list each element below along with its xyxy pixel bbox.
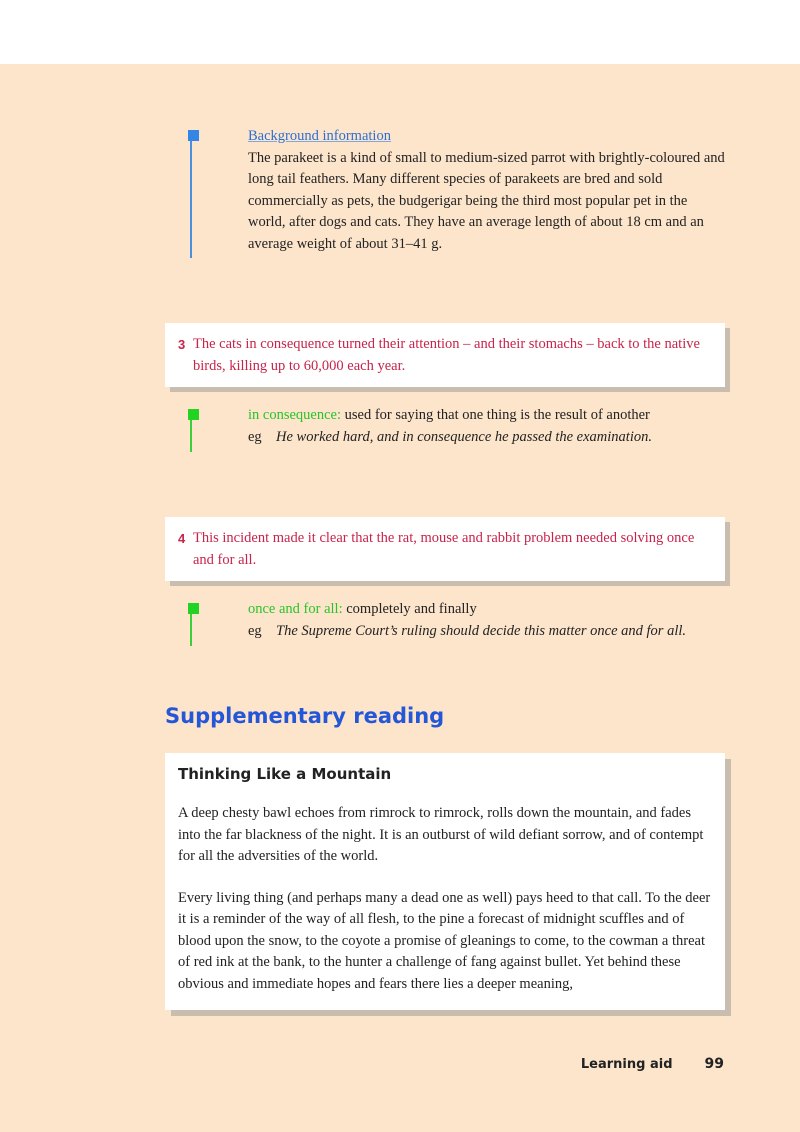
vocab-term: once and for all:	[248, 601, 343, 617]
square-marker-icon	[188, 409, 199, 420]
square-marker-icon	[188, 130, 199, 141]
quote-number: 3	[178, 337, 186, 352]
eg-label: eg	[248, 622, 262, 639]
quote-box-3	[165, 323, 725, 387]
quote-box-4	[165, 517, 725, 581]
vocab-example: He worked hard, and in consequence he passed the examination.	[276, 428, 652, 445]
vocab-definition: used for saying that one thing is the result of another	[341, 407, 650, 423]
vocab-text	[248, 599, 748, 642]
vocab-definition: completely and finally	[342, 601, 477, 617]
note-bar	[190, 130, 192, 258]
reading-title: Thinking Like a Mountain	[178, 765, 392, 783]
reading-box	[165, 753, 725, 1010]
supplementary-heading: Supplementary reading	[165, 704, 445, 728]
background-info-text	[248, 126, 728, 255]
vocab-example: The Supreme Court’s ruling should decide this matter once and for all.	[276, 622, 687, 639]
quote-text: The cats in consequence turned their attention – and their stomachs – back to the native birds, killing up to 60,000 each year.	[193, 336, 700, 374]
page-footer	[581, 1056, 724, 1072]
footer-section-label: Learning aid	[580, 1057, 673, 1072]
background-info-title[interactable]: Background information	[248, 128, 391, 144]
reading-paragraph: Every living thing (and perhaps many a dead one as well) pays heed to that call. To the deer it is a reminder of the way of all flesh, to the pine a forecast of midnight scuffles and of blood upon the snow, to the coyote a promise of gleanings to come, to the cowman a threat of red ink at the bank, to the hunter a challenge of fang against bullet. Yet behind these obvious and immediate hopes and fears there lies a deeper meaning,	[178, 889, 711, 992]
vocab-text	[248, 405, 748, 448]
page-number: 99	[704, 1056, 724, 1072]
eg-label: eg	[248, 428, 262, 445]
vocab-term: in consequence:	[248, 407, 342, 423]
quote-number: 4	[178, 531, 186, 546]
background-info-body: The parakeet is a kind of small to medium-sized parrot with brightly-coloured and long tail feathers. Many different species of parakeets are bred and sold commercially as pets, the budgerigar being the third most popular pet in the world, after dogs and cats. They have an average length of about 18 cm and an average weight of about 31–41 g.	[248, 149, 725, 252]
square-marker-icon	[188, 603, 199, 614]
reading-paragraph: A deep chesty bawl echoes from rimrock to rimrock, rolls down the mountain, and fades into the far blackness of the night. It is an outburst of wild defiant sorrow, and of contempt for all the adversities of the world.	[178, 805, 704, 864]
quote-text: This incident made it clear that the rat, mouse and rabbit problem needed solving once and for all.	[193, 530, 695, 568]
page-top-margin	[0, 0, 800, 64]
